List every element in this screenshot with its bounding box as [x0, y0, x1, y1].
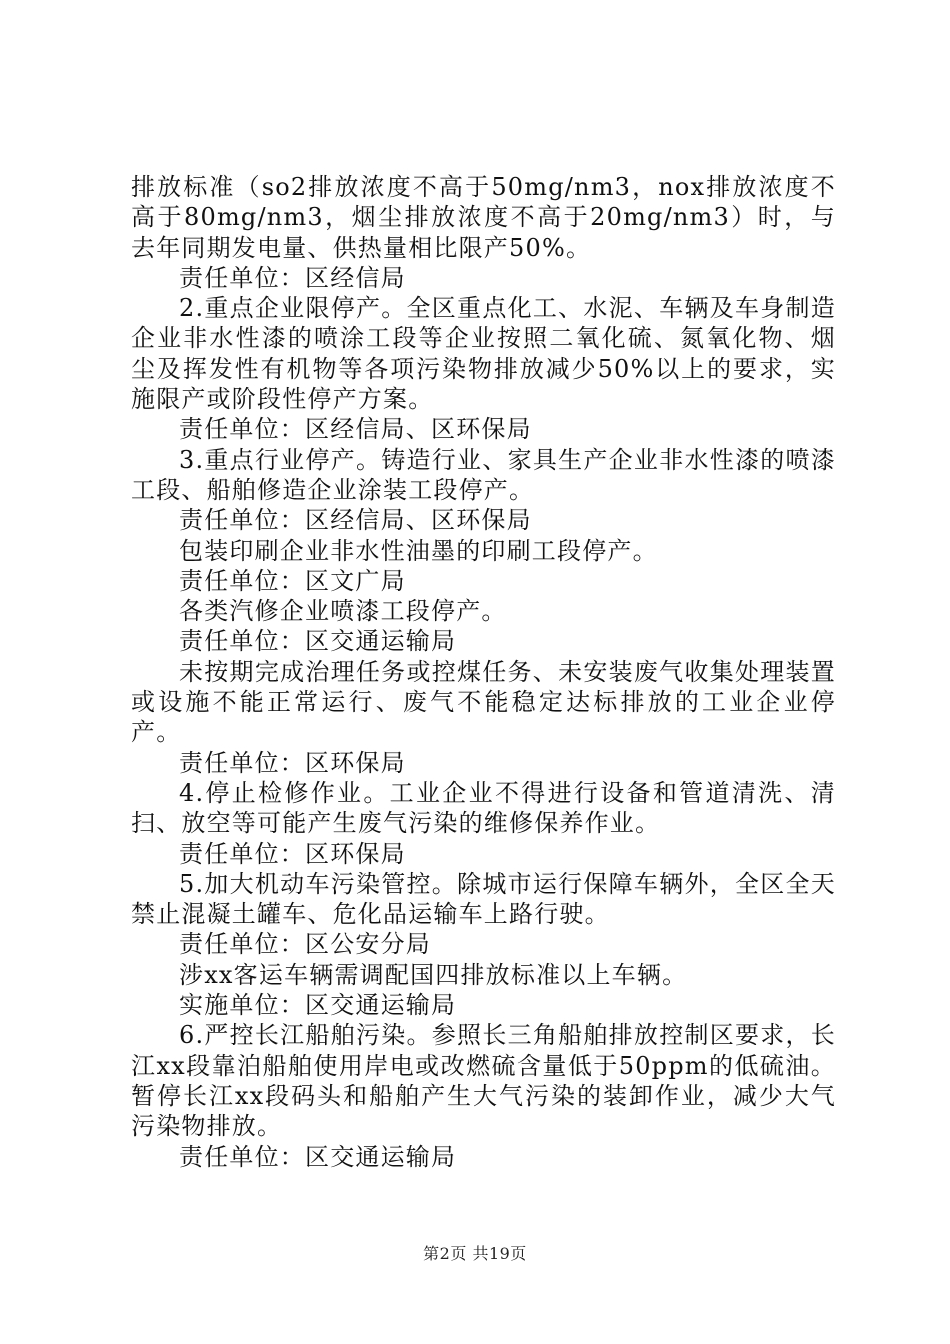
paragraph-emission-standard: 排放标准（so2排放浓度不高于50mg/nm3，nox排放浓度不高于80mg/nm3，烟尘排放浓度不高于20mg/nm3）时，与去年同期发电量、供热量相比限产50%。 [131, 173, 836, 262]
paragraph-responsible-unit: 责任单位：区环保局 [179, 748, 406, 777]
paragraph-passenger-vehicles: 涉xx客运车辆需调配国四排放标准以上车辆。 [179, 960, 688, 989]
paragraph-responsible-unit: 责任单位：区公安分局 [179, 930, 431, 959]
paragraph-item-6: 6.严控长江船舶污染。参照长三角船舶排放控制区要求，长江xx段靠泊船舶使用岸电或改燃硫含量低于50ppm的低硫油。暂停长江xx段码头和船舶产生大气污染的装卸作业，减少大气污染物排放。 [131, 1021, 836, 1141]
paragraph-item-2: 2.重点企业限停产。全区重点化工、水泥、车辆及车身制造企业非水性漆的喷涂工段等企业按照二氧化硫、氮氧化物、烟尘及挥发性有机物等各项污染物排放减少50%以上的要求，实施限产或阶段性停产方案。 [131, 294, 836, 414]
paragraph-responsible-unit: 责任单位：区交通运输局 [179, 1142, 457, 1171]
paragraph-packaging-printing: 包装印刷企业非水性油墨的印刷工段停产。 [179, 536, 658, 565]
paragraph-responsible-unit: 责任单位：区环保局 [179, 839, 406, 868]
page-number-footer: 第2页 共19页 [423, 1244, 527, 1263]
document-body [131, 172, 836, 1172]
paragraph-noncompliant-enterprises: 未按期完成治理任务或控煤任务、未安装废气收集处理装置或设施不能正常运行、废气不能稳定达标排放的工业企业停产。 [131, 657, 836, 747]
paragraph-implementing-unit: 实施单位：区交通运输局 [179, 991, 457, 1020]
paragraph-auto-repair: 各类汽修企业喷漆工段停产。 [179, 597, 507, 626]
paragraph-responsible-unit: 责任单位：区经信局、区环保局 [179, 415, 532, 444]
paragraph-item-5: 5.加大机动车污染管控。除城市运行保障车辆外，全区全天禁止混凝土罐车、危化品运输车上路行驶。 [131, 869, 836, 929]
paragraph-responsible-unit: 责任单位：区经信局、区环保局 [179, 506, 532, 535]
paragraph-responsible-unit: 责任单位：区经信局 [179, 263, 406, 292]
paragraph-item-4: 4.停止检修作业。工业企业不得进行设备和管道清洗、清扫、放空等可能产生废气污染的维修保养作业。 [131, 778, 836, 838]
paragraph-responsible-unit: 责任单位：区文广局 [179, 566, 406, 595]
paragraph-item-3: 3.重点行业停产。铸造行业、家具生产企业非水性漆的喷漆工段、船舶修造企业涂装工段停产。 [131, 445, 836, 504]
paragraph-responsible-unit: 责任单位：区交通运输局 [179, 627, 457, 656]
